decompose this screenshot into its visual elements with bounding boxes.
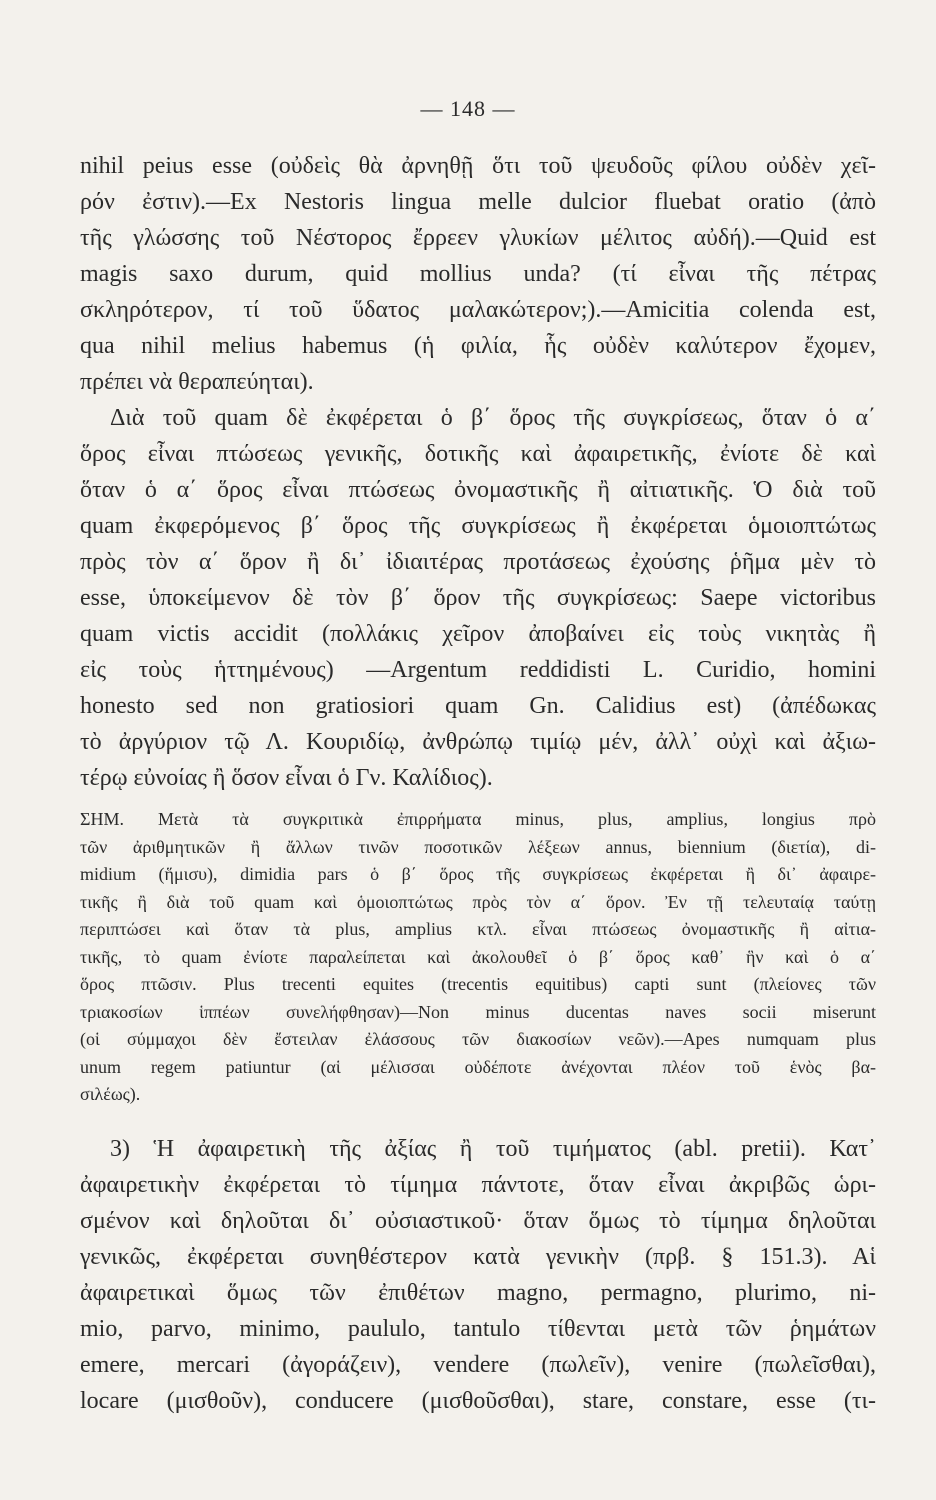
note-line: τικῆς, τὸ quam ἐνίοτε παραλείπεται καὶ ἀκολουθεῖ ὁ β΄ ὅρος καθ᾽ ἣν καὶ ὁ α΄ [80, 946, 876, 967]
text-line: locare (μισθοῦν), conducere (μισθοῦσθαι), stare, constare, esse (τι- [80, 1387, 876, 1414]
text-line: ἀφαιρετικαὶ ὅμως τῶν ἐπιθέτων magno, permagno, plurimo, ni- [80, 1279, 876, 1306]
note-line: τῶν ἀριθμητικῶν ἢ ἄλλων τινῶν ποσοτικῶν λέξεων annus, biennium (διετία), di- [80, 836, 876, 857]
note-line: σιλέως). [80, 1084, 141, 1104]
text-line: emere, mercari (ἀγοράζειν), vendere (πωλεῖν), venire (πωλεῖσθαι), [80, 1351, 876, 1378]
text-line: nihil peius esse (οὐδεὶς θὰ ἀρνηθῇ ὅτι τοῦ ψευδοῦς φίλου οὐδὲν χεῖ- [80, 153, 876, 179]
text-line: ὅρος εἶναι πτώσεως γενικῆς, δοτικῆς καὶ ἀφαιρετικῆς, ἐνίοτε δὲ καὶ [80, 441, 876, 467]
text-line: esse, ὑποκείμενον δὲ τὸν β΄ ὅρον τῆς συγκρίσεως: Saepe victoribus [80, 585, 876, 611]
text-line: πρέπει νὰ θεραπεύηται). [80, 369, 314, 395]
note-line: τικῆς ἢ διὰ τοῦ quam καὶ ὁμοιοπτώτως πρὸς τὸν α΄ ὅρον. Ἐν τῇ τελευταίᾳ ταύτῃ [80, 891, 876, 912]
note-block [80, 806, 876, 1109]
text-line: quam victis accidit (πολλάκις χεῖρον ἀποβαίνει εἰς τοὺς νικητὰς ἢ [80, 621, 876, 647]
text-line: τέρῳ εὐνοίας ἢ ὅσον εἶναι ὁ Γν. Καλίδιος). [80, 765, 493, 791]
note-line: (οἱ σύμμαχοι δὲν ἔστειλαν ἐλάσσους τῶν διακοσίων νεῶν).—Apes numquam plus [80, 1029, 876, 1049]
note-line: τριακοσίων ἱππέων συνελήφθησαν)—Non minus ducentas naves socii miserunt [80, 1001, 876, 1022]
paragraph-3 [80, 1131, 876, 1419]
text-line: mio, parvo, minimo, paululo, tantulo τίθενται μετὰ τῶν ῥημάτων [80, 1315, 876, 1342]
note-line: ὅρος πτῶσιν. Plus trecenti equites (trecentis equitibus) capti sunt (πλείονες τῶν [80, 974, 876, 994]
text-line: ἀφαιρετικὴν ἐκφέρεται τὸ τίμημα πάντοτε, ὅταν εἶναι ἀκριβῶς ὡρι- [80, 1171, 876, 1198]
note-line: ΣΗΜ. Μετὰ τὰ συγκριτικὰ ἐπιρρήματα minus, plus, amplius, longius πρὸ [80, 809, 876, 829]
text-line: σμένον καὶ δηλοῦται δι᾽ οὐσιαστικοῦ· ὅταν ὅμως τὸ τίμημα δηλοῦται [80, 1207, 876, 1234]
text-line: τῆς γλώσσης τοῦ Νέστορος ἔρρεεν γλυκίων μέλιτος αὐδή).—Quid est [80, 225, 876, 251]
text-line: qua nihil melius habemus (ἡ φιλία, ἧς οὐδὲν καλύτερον ἔχομεν, [80, 333, 876, 359]
text-line: quam ἐκφερόμενος β΄ ὅρος τῆς συγκρίσεως ἢ ἐκφέρεται ὁμοιοπτώτως [80, 513, 876, 539]
text-line: 3) Ἡ ἀφαιρετικὴ τῆς ἀξίας ἢ τοῦ τιμήματος (abl. pretii). Κατ᾽ [110, 1135, 876, 1162]
text-line: honesto sed non gratiosiori quam Gn. Calidius est) (ἀπέδωκας [80, 693, 876, 719]
note-line: περιπτώσει καὶ ὅταν τὰ plus, amplius κτλ. εἶναι πτώσεως ὀνομαστικῆς ἢ αἰτια- [80, 919, 876, 939]
body-text [80, 148, 876, 1419]
text-line: εἰς τοὺς ἡττημένους) —Argentum reddidisti L. Curidio, homini [80, 657, 876, 683]
text-line: γενικῶς, ἐκφέρεται συνηθέστερον κατὰ γενικὴν (πρβ. § 151.3). Αἱ [80, 1243, 876, 1270]
paragraph-2 [80, 400, 876, 796]
paragraph-1 [80, 148, 876, 400]
page-number: — 148 — [420, 96, 516, 121]
text-line: Διὰ τοῦ quam δὲ ἐκφέρεται ὁ β΄ ὅρος τῆς συγκρίσεως, ὅταν ὁ α΄ [110, 405, 876, 431]
note-line: unum regem patiuntur (αἱ μέλισσαι οὐδέποτε ἀνέχονται πλέον τοῦ ἑνὸς βα- [80, 1056, 876, 1077]
note-line: midium (ἥμισυ), dimidia pars ὁ β΄ ὅρος τῆς συγκρίσεως ἐκφέρεται ἢ δι᾽ ἀφαιρε- [80, 864, 876, 884]
text-line: ὅταν ὁ α΄ ὅρος εἶναι πτώσεως ὀνομαστικῆς ἢ αἰτιατικῆς. Ὁ διὰ τοῦ [80, 477, 876, 503]
text-line: τὸ ἀργύριον τῷ Λ. Κουριδίῳ, ἀνθρώπῳ τιμίῳ μέν, ἀλλ᾽ οὐχὶ καὶ ἀξιω- [80, 729, 876, 755]
text-line: σκληρότερον, τί τοῦ ὕδατος μαλακώτερον;).—Amicitia colenda est, [80, 297, 876, 323]
text-line: πρὸς τὸν α΄ ὅρον ἢ δι᾽ ἰδιαιτέρας προτάσεως ἐχούσης ῥῆμα μὲν τὸ [80, 549, 876, 575]
text-line: magis saxo durum, quid mollius unda? (τί εἶναι τῆς πέτρας [80, 261, 876, 287]
text-line: ρόν ἐστιν).—Ex Nestoris lingua melle dulcior fluebat oratio (ἀπὸ [80, 189, 876, 215]
